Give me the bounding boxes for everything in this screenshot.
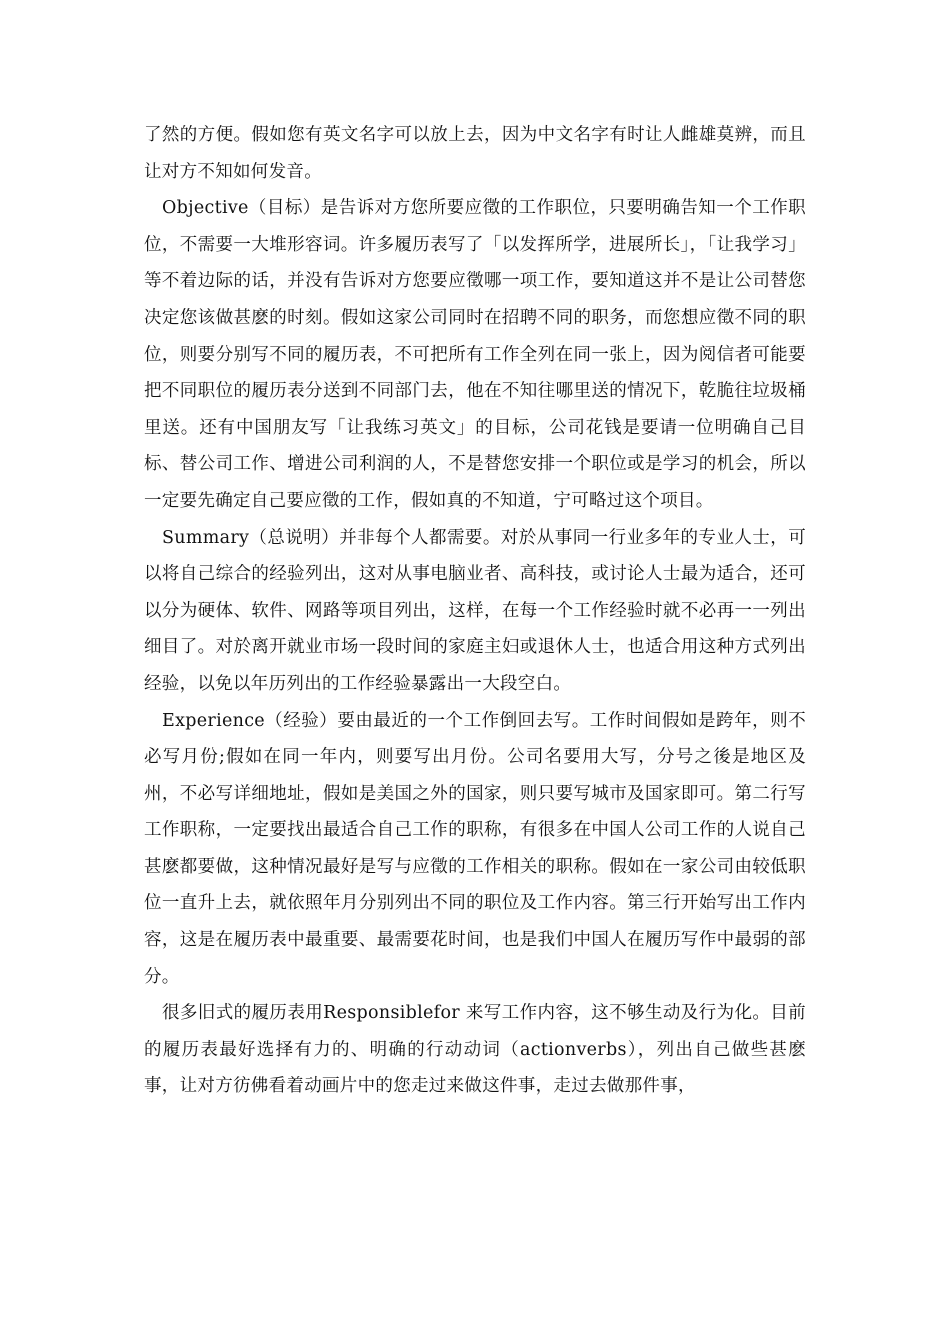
- document-page: [144, 117, 806, 1105]
- paragraph-responsible: 很多旧式的履历表用Responsiblefor 来写工作内容，这不够生动及行为化。目前的履历表最好选择有力的、明确的行动动词（actionverbs），列出自己做些甚麽事，让对方彷佛看着动画片中的您走过来做这件事，走过去做那件事，: [144, 1003, 806, 1097]
- paragraph-summary: Summary（总说明）并非每个人都需要。对於从事同一行业多年的专业人士，可以将自己综合的经验列出，这对从事电脑业者、高科技，或讨论人士最为适合，还可以分为硬体、软件、网路等项目列出，这样，在每一个工作经验时就不必再一一列出细目了。对於离开就业市场一段时间的家庭主妇或退休人士，也适合用这种方式列出经验，以免以年历列出的工作经验暴露出一大段空白。: [144, 527, 806, 694]
- paragraph-continuation: 了然的方便。假如您有英文名字可以放上去，因为中文名字有时让人雌雄莫辨，而且让对方不知如何发音。: [144, 125, 806, 182]
- paragraph-objective: Objective（目标）是告诉对方您所要应徵的工作职位，只要明确告知一个工作职位，不需要一大堆形容词。许多履历表写了「以发挥所学，进展所长」，「让我学习」等不着边际的话，并没有告诉对方您要应徵哪一项工作，要知道这并不是让公司替您决定您该做甚麽的时刻。假如这家公司同时在招聘不同的职务，而您想应徵不同的职位，则要分别写不同的履历表，不可把所有工作全列在同一张上，因为阅信者可能要把不同职位的履历表分送到不同部门去，他在不知往哪里送的情况下，乾脆往垃圾桶里送。还有中国朋友写「让我练习英文」的目标，公司花钱是要请一位明确自己目标、替公司工作、增进公司利润的人，不是替您安排一个职位或是学习的机会，所以一定要先确定自己要应徵的工作，假如真的不知道，宁可略过这个项目。: [144, 198, 806, 511]
- paragraph-experience: Experience（经验）要由最近的一个工作倒回去写。工作时间假如是跨年，则不必写月份;假如在同一年内，则要写出月份。公司名要用大写，分号之後是地区及州，不必写详细地址，假如是美国之外的国家，则只要写城市及国家即可。第二行写工作职称，一定要找出最适合自己工作的职称，有很多在中国人公司工作的人说自己甚麽都要做，这种情况最好是写与应徵的工作相关的职称。假如在一家公司由较低职位一直升上去，就依照年月分别列出不同的职位及工作内容。第三行开始写出工作内容，这是在履历表中最重要、最需要花时间，也是我们中国人在履历写作中最弱的部分。: [144, 710, 806, 987]
